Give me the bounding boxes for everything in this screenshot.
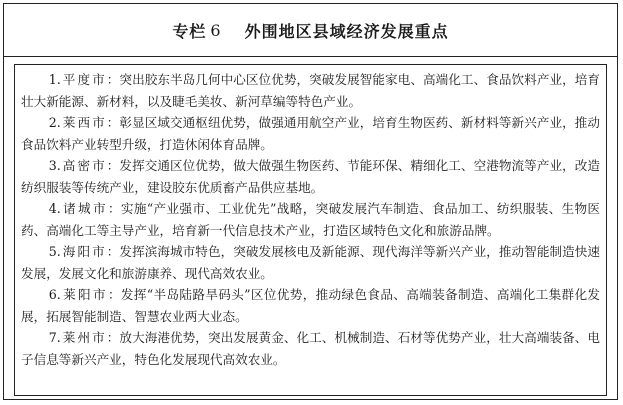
column-title-bar	[4, 4, 617, 57]
item-number: 4.	[48, 201, 61, 216]
column-title: 外围地区县域经济发展重点	[244, 21, 449, 41]
list-item	[21, 327, 600, 370]
column-number: 6	[210, 20, 221, 40]
list-item	[21, 241, 600, 284]
item-number: 5.	[48, 244, 61, 259]
item-city: 莱西市	[62, 115, 107, 130]
item-number: 1.	[48, 72, 61, 87]
item-city: 平度市	[62, 72, 107, 87]
list-item	[21, 155, 600, 198]
item-text: ：发挥滨海城市特色，突破发展核电及新能源、现代海洋等新兴产业，推动智能制造快速发展，发展文化和旅游康养、现代高效农业。	[21, 244, 601, 281]
item-text: ：发挥交通区位优势，做大做强生物医药、节能环保、精细化工、空港物流等产业，改造纺织服装等传统产业，建设胶东优质畜产品供应基地。	[21, 158, 601, 195]
item-number: 2.	[48, 115, 61, 130]
column-label: 专栏	[172, 21, 207, 41]
list-item	[21, 69, 600, 112]
item-city: 诸城市	[62, 201, 108, 216]
item-city: 高密市	[62, 158, 107, 173]
item-city: 莱州市	[62, 330, 107, 345]
list-item	[21, 198, 600, 241]
item-text: ：实施“产业强市、工业优先”战略，突破发展汽车制造、食品加工、纺织服装、生物医药、高端化工等主导产业，培育新一代信息技术产业，打造区域特色文化和旅游品牌。	[21, 201, 601, 238]
column-box	[3, 3, 618, 400]
item-number: 3.	[48, 158, 61, 173]
item-city: 莱阳市	[62, 287, 108, 302]
item-text: ：彰显区域交通枢纽优势，做强通用航空产业，培育生物医药、新材料等新兴产业，推动食品饮料产业转型升级，打造休闲体育品牌。	[21, 115, 601, 152]
item-text: ：发挥“半岛陆路旱码头”区位优势，推动绿色食品、高端装备制造、高端化工集群化发展，拓展智能制造、智慧农业两大业态。	[21, 287, 601, 324]
column-content	[14, 64, 607, 396]
list-item	[21, 112, 600, 155]
item-text: ：突出胶东半岛几何中心区位优势，突破发展智能家电、高端化工、食品饮料产业，培育壮大新能源、新材料，以及睫毛美妆、新河草编等特色产业。	[21, 72, 601, 109]
item-number: 6.	[48, 287, 61, 302]
list-item	[21, 284, 600, 327]
item-text: ：放大海港优势，突出发展黄金、化工、机械制造、石材等优势产业，壮大高端装备、电子信息等新兴产业，特色化发展现代高效农业。	[21, 330, 601, 367]
item-number: 7.	[48, 330, 61, 345]
item-city: 海阳市	[62, 244, 107, 259]
